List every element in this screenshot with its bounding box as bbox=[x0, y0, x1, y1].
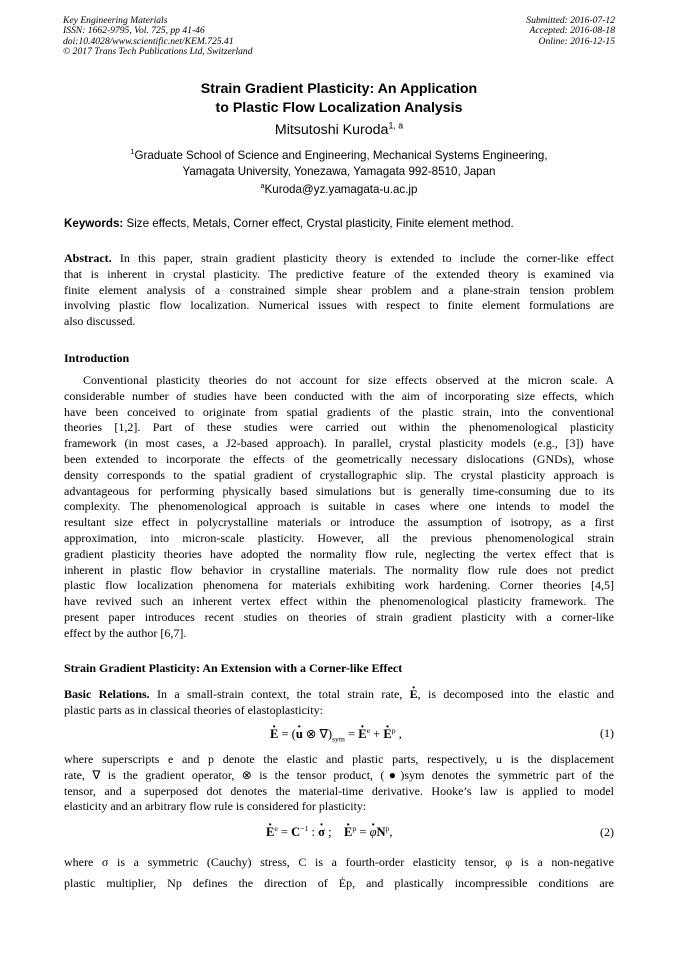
author-name: Mitsutoshi Kuroda bbox=[274, 122, 389, 138]
paragraph-2 bbox=[64, 752, 614, 815]
abstract-line-2: that is inherent in crystal plasticity. The predictive feature of the extended theory is examined via bbox=[64, 266, 614, 281]
intro-line: effect by the author [6,7]. bbox=[64, 625, 187, 640]
equation-1-number: (1) bbox=[600, 726, 614, 740]
equation-2-number: (2) bbox=[600, 825, 614, 839]
online-date: Online: 2016-12-15 bbox=[538, 35, 615, 47]
intro-line: inherent in plastic flow behavior in crystalline materials. The normality flow rule does not predict bbox=[64, 562, 614, 577]
para3-line-1: where σ is a symmetric (Cauchy) stress, C is a fourth-order elasticity tensor, φ is a non-negative bbox=[64, 855, 614, 869]
intro-line: plastic flow localization phenomena for materials exhibiting work hardening. Corner theories [4,5] bbox=[64, 578, 614, 593]
intro-line: advantageous for performing physically based simulations but is generally time-consuming due to its bbox=[64, 483, 614, 498]
author bbox=[0, 122, 678, 138]
basic-line-1b: , is decomposed into the elastic and bbox=[417, 687, 614, 701]
equation-1 bbox=[64, 726, 614, 746]
basic-relations-label: Basic Relations. bbox=[64, 687, 150, 701]
copyright-line: © 2017 Trans Tech Publications Ltd, Switzerland bbox=[63, 46, 253, 58]
title-line-1: Strain Gradient Plasticity: An Application bbox=[200, 81, 478, 97]
paper-title bbox=[0, 80, 678, 117]
intro-line: approximation, into micron-scale plasticity. However, all the previous phenomenological strain bbox=[64, 530, 614, 545]
abstract-line-4: involving plastic flow localization. Numerical issues with respect to finite element formulations are bbox=[64, 298, 614, 313]
intro-line: have revived such an inherent vertex effect within the phenomenological plasticity framework. The bbox=[64, 594, 614, 609]
keywords-label: Keywords: bbox=[64, 217, 124, 230]
intro-line: present paper introduces recent studies on theories of strain gradient plasticity with a corner-like bbox=[64, 609, 614, 624]
author-sup: 1, a bbox=[388, 120, 404, 131]
affiliation-line-2: Yamagata University, Yonezawa, Yamagata 992-8510, Japan bbox=[182, 164, 496, 178]
section-heading-strain-gradient: Strain Gradient Plasticity: An Extension with a Corner-like Effect bbox=[64, 661, 403, 675]
para2-line: elasticity and an arbitrary flow rule is considered for plasticity: bbox=[64, 799, 367, 814]
abstract-label: Abstract. bbox=[64, 251, 112, 265]
intro-line: framework (in most cases, a J2-based approach). In parallel, crystal plasticity models (e.g., [3]) have bbox=[64, 436, 614, 451]
intro-line: density corresponds to the spatial gradient of crystallographic slip. The crystal plasticity approach is bbox=[64, 467, 614, 482]
keywords-text: Size effects, Metals, Corner effect, Crystal plasticity, Finite element method. bbox=[123, 217, 514, 230]
title-line-2: to Plastic Flow Localization Analysis bbox=[215, 99, 463, 116]
basic-line-1a: In a small-strain context, the total strain rate, bbox=[149, 687, 410, 701]
keywords bbox=[64, 217, 624, 230]
para2-line: rate, ∇ is the gradient operator, ⊗ is the tensor product, (●)sym denotes the symmetric part of the bbox=[64, 767, 614, 782]
intro-line: been extended to incorporate the effects of the geometrically necessary dislocations (GNDs), whose bbox=[64, 451, 614, 466]
author-email bbox=[0, 183, 678, 196]
para3-line-2: plastic multiplier, Np defines the direction of Ėp, and plastically incompressible conditions are bbox=[64, 876, 614, 890]
intro-line: gradient plasticity theories have adopted the normality flow rule, neglecting the vertex effect that is bbox=[64, 546, 614, 561]
intro-line: complexity. The phenomenological approach is suitable in cases where one intends to model the bbox=[64, 499, 614, 514]
equation-2 bbox=[64, 825, 614, 845]
intro-line: Conventional plasticity theories do not account for size effects observed at the micron scale. A bbox=[83, 373, 614, 387]
introduction-heading: Introduction bbox=[64, 351, 130, 365]
submitted-date: Submitted: 2016-07-12 bbox=[526, 15, 615, 26]
journal-name: Key Engineering Materials bbox=[63, 15, 168, 26]
affiliation bbox=[0, 148, 678, 179]
strain-rate-symbol: · E bbox=[410, 687, 418, 703]
abstract-line-3: finite element analysis of a constrained simple shear problem and a plane-strain tension problem bbox=[64, 282, 614, 297]
abstract-line-5: also discussed. bbox=[64, 314, 136, 329]
issn-line: ISSN: 1662-9795, Vol. 725, pp 41-46 bbox=[63, 25, 205, 37]
doi-line: doi:10.4028/www.scientific.net/KEM.725.41 bbox=[63, 35, 234, 47]
basic-line-2: plastic parts as in classical theories of elastoplasticity: bbox=[64, 702, 323, 717]
paragraph-3 bbox=[64, 852, 614, 894]
intro-line: theories [1,2]. Part of these studies were carried out within the phenomenological plasticity bbox=[64, 420, 614, 435]
abstract bbox=[64, 251, 614, 330]
email-sup: a bbox=[260, 181, 265, 191]
introduction-body bbox=[64, 373, 614, 642]
equation-1-body: · E = (· u ⊗ $\nabla)_{sym}$ = · $E^e$ + · $E^p$ , bbox=[270, 726, 402, 742]
accepted-date: Accepted: 2016-08-18 bbox=[529, 25, 615, 37]
journal-header-left bbox=[63, 16, 253, 58]
journal-header-right bbox=[526, 16, 615, 47]
equation-2-body: · $E^e = C^{-1}$ : · σ ; · $E^p$ = · $\varphi N^p$, bbox=[266, 825, 393, 840]
email-text: Kuroda@yz.yamagata-u.ac.jp bbox=[264, 183, 418, 196]
basic-relations-paragraph bbox=[64, 687, 614, 719]
para2-line: where superscripts e and p denote the elastic and plastic parts, respectively, u is the displacement bbox=[64, 752, 614, 766]
para2-line: tensor, and a superposed dot denotes the material-time derivative. Hooke’s law is applied to model bbox=[64, 783, 614, 798]
intro-line: resultant size effect in polycrystalline materials or introduce the assumption of isotropy, as a first bbox=[64, 515, 614, 530]
intro-line: have been conceived to originate from spatial gradients of the plastic strain, into the conventional bbox=[64, 404, 614, 419]
intro-line: considerable number of studies have been conducted with the aim of incorporating size effects, which bbox=[64, 388, 614, 403]
affiliation-line-1: Graduate School of Science and Engineering, Mechanical Systems Engineering, bbox=[134, 149, 548, 162]
abstract-line-1: In this paper, strain gradient plasticity theory is extended to include the corner-like effect bbox=[111, 251, 614, 265]
affiliation-sup: 1 bbox=[130, 147, 135, 157]
